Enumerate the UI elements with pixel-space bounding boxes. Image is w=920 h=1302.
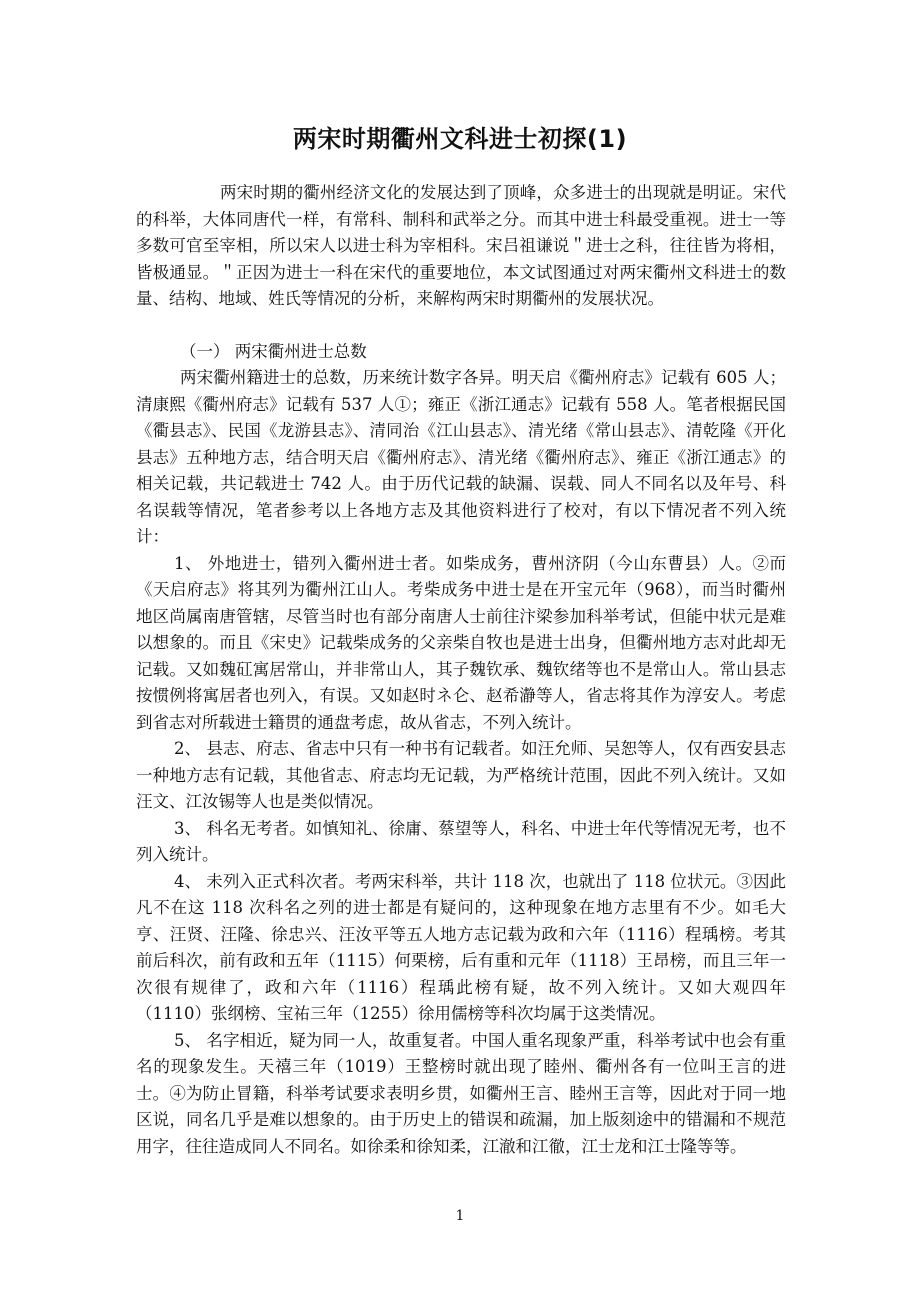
page-number: 1 — [455, 1208, 465, 1224]
document-title: 两宋时期衢州文科进士初探(1) — [292, 125, 628, 153]
document-body — [136, 180, 786, 1160]
section-paragraph: 两宋衢州籍进士的总数，历来统计数字各异。明天启《衢州府志》记载有 605 人；清康熙《衢州府志》记载有 537 人①；雍正《浙江通志》记载有 558 人。笔者根据民国《衢县志》、民国《龙游县志》、清同治《江山县志》、清光绪《常山县志》、清乾隆《开化县志》五种地方志，结合明天启《衢州府志》、清光绪《衢州府志》、雍正《浙江通志》的相关记载，共记载进士 742 人。由于历代记载的缺漏、误载、同人不同名以及年号、科名误载等情况，笔者参考以上各地方志及其他资料进行了校对，有以下情况者不列入统计： — [136, 368, 786, 546]
section-heading: （一） 两宋衢州进士总数 — [180, 341, 367, 361]
intro-paragraph: 两宋时期的衢州经济文化的发展达到了顶峰，众多进士的出现就是明证。宋代的科举，大体同唐代一样，有常科、制科和武举之分。而其中进士科最受重视。进士一等多数可官至宰相，所以宋人以进士科为宰相科。宋吕祖谦说＂进士之科，往往皆为将相，皆极通显。＂正因为进士一科在宋代的重要地位，本文试图通过对两宋衢州文科进士的数量、结构、地域、姓氏等情况的分析，来解构两宋时期衢州的发展状况。 — [136, 183, 786, 308]
list-item: 3、 科名无考者。如慎知礼、徐庸、蔡望等人，科名、中进士年代等情况无考，也不列入统计。 — [136, 818, 786, 864]
list-item: 2、 县志、府志、省志中只有一种书有记载者。如汪允师、吴恕等人，仅有西安县志一种地方志有记载，其他省志、府志均无记载，为严格统计范围，因此不列入统计。又如汪文、江汝锡等人也是类似情况。 — [136, 739, 786, 811]
list-item: 4、 未列入正式科次者。考两宋科举，共计 118 次，也就出了 118 位状元。③因此凡不在这 118 次科名之列的进士都是有疑问的，这种现象在地方志里有不少。如毛大亨、汪贤、汪隆、徐忠兴、汪汝平等五人地方志记载为政和六年（1116）程瑀榜。考其前后科次，前有政和五年（1115）何栗榜，后有重和元年（1118）王昂榜，而且三年一次很有规律了，政和六年（1116）程瑀此榜有疑，故不列入统计。又如大观四年（1110）张纲榜、宝祐三年（1255）徐用儒榜等科次均属于这类情况。 — [136, 871, 786, 1023]
list-item: 1、 外地进士，错列入衢州进士者。如柴成务，曹州济阴（今山东曹县）人。②而《天启府志》将其列为衢州江山人。考柴成务中进士是在开宝元年（968），而当时衢州地区尚属南唐管辖，尽管当时也有部分南唐人士前往汴梁参加科举考试，但能中状元是难以想象的。而且《宋史》记载柴成务的父亲柴自牧也是进士出身，但衢州地方志对此却无记载。又如魏矼寓居常山，并非常山人，其子魏钦承、魏钦绪等也不是常山人。常山县志按惯例将寓居者也列入，有误。又如赵时ネ仑、赵希瀞等人，省志将其作为淳安人。考虑到省志对所载进士籍贯的通盘考虑，故从省志，不列入统计。 — [136, 553, 786, 732]
list-item: 5、 名字相近，疑为同一人，故重复者。中国人重名现象严重，科举考试中也会有重名的现象发生。天禧三年（1019）王整榜时就出现了睦州、衢州各有一位叫王言的进士。④为防止冒籍，科举考试要求表明乡贯，如衢州王言、睦州王言等，因此对于同一地区说，同名几乎是难以想象的。由于历史上的错误和疏漏，加上版刻途中的错漏和不规范用字，往往造成同人不同名。如徐柔和徐知柔，江澈和江徹，江士龙和江士隆等等。 — [136, 1030, 786, 1156]
